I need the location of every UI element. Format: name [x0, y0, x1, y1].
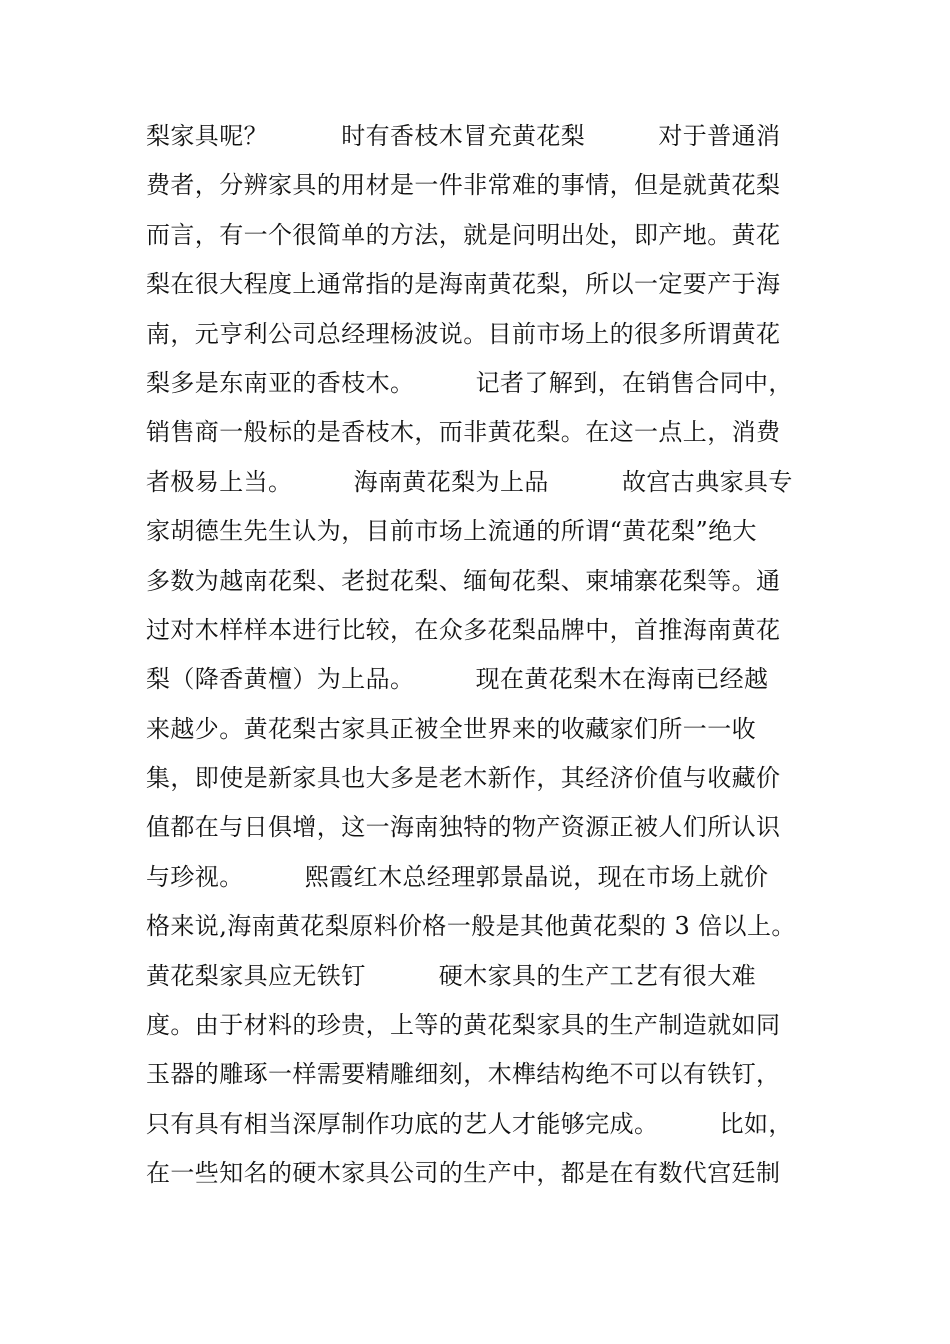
body-text — [146, 112, 818, 1199]
text-line: 梨在很大程度上通常指的是海南黄花梨，所以一定要产于海 — [146, 270, 781, 299]
text-line: 只有具有相当深厚制作功底的艺人才能够完成。 比如， — [146, 1109, 793, 1138]
text-line: 值都在与日俱增，这一海南独特的物产资源正被人们所认识 — [146, 813, 781, 842]
text-line: 与珍视。 熙霞红木总经理郭景晶说，现在市场上就价 — [146, 862, 769, 891]
text-line: 在一些知名的硬木家具公司的生产中，都是在有数代宫廷制 — [146, 1159, 781, 1188]
text-line: 度。由于材料的珍贵，上等的黄花梨家具的生产制造就如同 — [146, 1011, 781, 1040]
text-line: 梨（降香黄檀）为上品。 现在黄花梨木在海南已经越 — [146, 665, 769, 694]
text-line: 而言，有一个很简单的方法，就是问明出处，即产地。黄花 — [146, 220, 781, 249]
text-line: 集，即使是新家具也大多是老木新作，其经济价值与收藏价 — [146, 764, 781, 793]
text-line: 过对木样样本进行比较，在众多花梨品牌中，首推海南黄花 — [146, 615, 781, 644]
text-line: 梨家具呢？ 时有香枝木冒充黄花梨 对于普通消 — [146, 122, 781, 150]
text-line: 玉器的雕琢一样需要精雕细刻，木榫结构绝不可以有铁钉， — [146, 1060, 781, 1089]
text-line: 格来说,海南黄花梨原料价格一般是其他黄花梨的 3 倍以上。 — [146, 912, 796, 941]
text-line: 黄花梨家具应无铁钉 硬木家具的生产工艺有很大难 — [146, 961, 756, 990]
text-line: 南，元亨利公司总经理杨波说。目前市场上的很多所谓黄花 — [146, 319, 781, 348]
text-line: 销售商一般标的是香枝木，而非黄花梨。在这一点上，消费 — [146, 418, 781, 447]
text-line: 梨多是东南亚的香枝木。 记者了解到，在销售合同中， — [146, 368, 793, 397]
text-line: 多数为越南花梨、老挝花梨、缅甸花梨、柬埔寨花梨等。通 — [146, 566, 781, 595]
text-line: 者极易上当。 海南黄花梨为上品 故宫古典家具专 — [146, 467, 793, 496]
text-line: 来越少。黄花梨古家具正被全世界来的收藏家们所一一收 — [146, 714, 756, 743]
text-line: 家胡德生先生认为，目前市场上流通的所谓“黄花梨”绝大 — [146, 517, 757, 546]
text-line: 费者，分辨家具的用材是一件非常难的事情，但是就黄花梨 — [146, 171, 781, 200]
